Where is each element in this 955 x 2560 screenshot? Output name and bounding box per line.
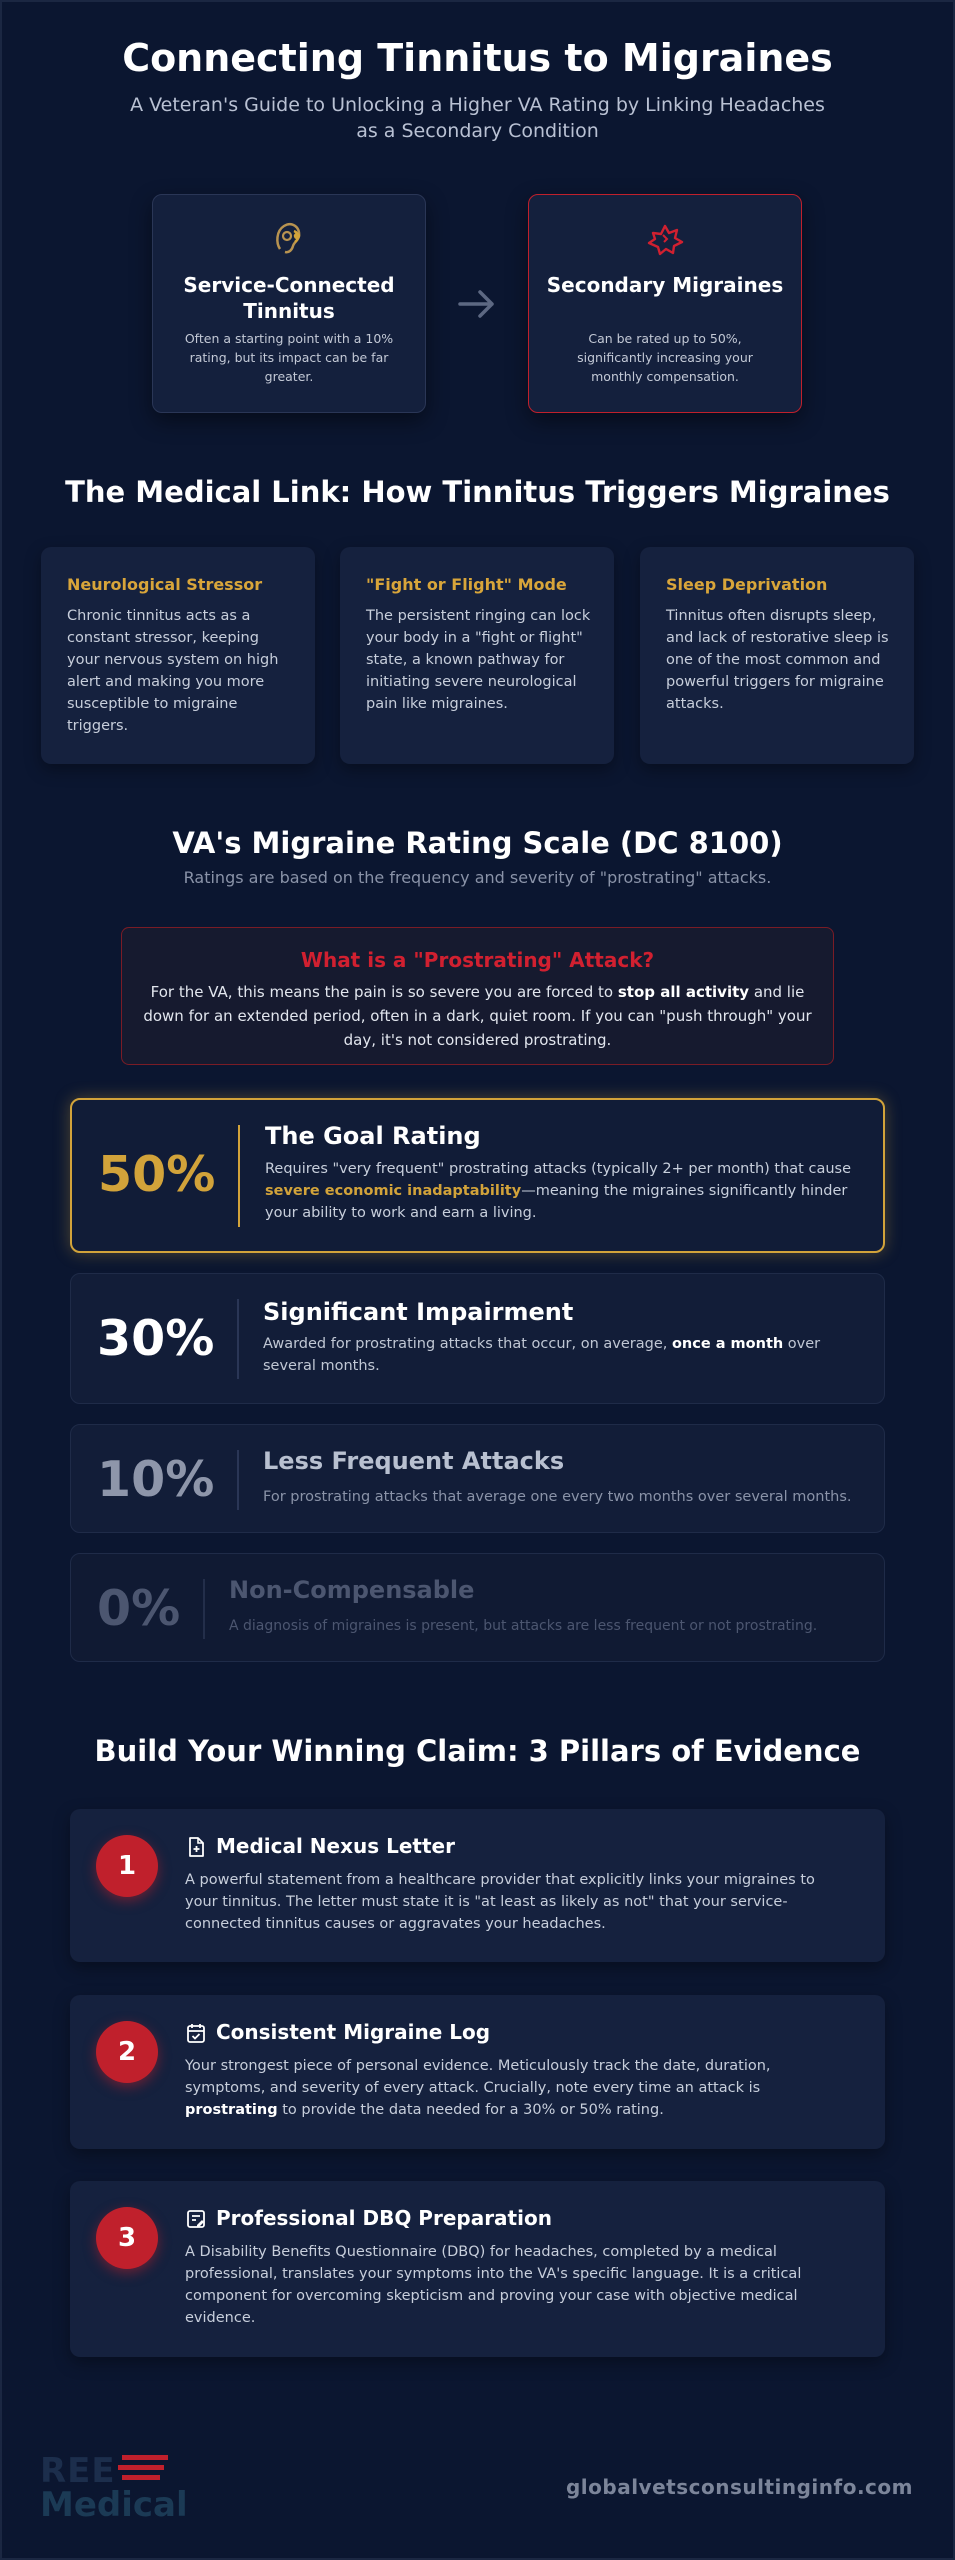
prostrating-text: For the VA, this means the pain is so severe you are forced to stop all activity and lie down for an extended period, often in a dark, quiet room. If you can "push through" your day, it's not considered prostrating. (143, 983, 812, 1049)
calendar-check-icon (185, 2022, 207, 2044)
ear-icon (153, 219, 425, 259)
ree-medical-logo (40, 2451, 190, 2525)
link-card-text: Chronic tinnitus acts as a constant stressor, keeping your nervous system on high alert and making you more susceptible to migraine triggers. (67, 608, 279, 734)
rating-desc: Requires "very frequent" prostrating attacks (typically 2+ per month) that cause severe economic inadaptability—meaning the migraines significantly hinder your ability to work and earn a living. (265, 1161, 851, 1221)
prostrating-definition-box (121, 927, 834, 1065)
rating-desc: For prostrating attacks that average one every two months over several months. (263, 1489, 852, 1505)
pillar-text: A Disability Benefits Questionnaire (DBQ) for headaches, completed by a medical professional, translates your symptoms into the VA's specific language. It is a critical component for overcoming skepticism and proving your case with objective medical evidence. (185, 2244, 802, 2326)
form-edit-icon (185, 2208, 207, 2230)
page-title: Connecting Tinnitus to Migraines (122, 36, 833, 80)
step-number-badge: 1 (96, 1835, 158, 1897)
rating-desc: Awarded for prostrating attacks that occur, on average, once a month over several months. (263, 1336, 821, 1374)
step-number-badge: 2 (96, 2021, 158, 2083)
pillar-title: Professional DBQ Preparation (216, 2206, 552, 2230)
prostrating-title: What is a "Prostrating" Attack? (300, 948, 655, 972)
fight-or-flight-card (340, 547, 614, 764)
divider (203, 1579, 205, 1639)
link-card-title: Sleep Deprivation (666, 575, 828, 594)
page-subtitle: A Veteran's Guide to Unlocking a Higher VA Rating by Linking Headaches as a Secondary Condition (130, 94, 825, 142)
rating-desc: A diagnosis of migraines is present, but attacks are less frequent or not prostrating. (229, 1618, 818, 1634)
rating-title: Less Frequent Attacks (263, 1447, 565, 1475)
tinnitus-condition-card (152, 194, 426, 413)
pillar-migraine-log (70, 1995, 885, 2149)
medical-link-heading: The Medical Link: How Tinnitus Triggers Migraines (65, 475, 890, 509)
rating-scale-heading: VA's Migraine Rating Scale (DC 8100) (172, 826, 783, 860)
document-plus-icon (185, 1836, 207, 1858)
tinnitus-card-title: Service-Connected Tinnitus (183, 273, 395, 323)
migraine-condition-card (528, 194, 802, 413)
logo-bars-icon (118, 2455, 168, 2483)
arrow-right-icon (456, 284, 500, 324)
neurological-stressor-card (41, 547, 315, 764)
lightning-head-icon (529, 219, 801, 259)
logo-text-medical: Medical (40, 2485, 188, 2525)
pillar-dbq-preparation (70, 2181, 885, 2357)
link-card-text: Tinnitus often disrupts sleep, and lack of restorative sleep is one of the most common and powerful triggers for migraine attacks. (666, 608, 889, 712)
pillar-text: Your strongest piece of personal evidence. Meticulously track the date, duration, symptoms, and severity of every attack. Crucially, note every time an attack is prostrating to provide the data needed for a 30% or 50% rating. (185, 2058, 771, 2118)
tinnitus-card-desc: Often a starting point with a 10% rating, but its impact can be far greater. (184, 331, 394, 384)
link-card-title: Neurological Stressor (67, 575, 263, 594)
rating-50-card (70, 1098, 885, 1253)
rating-10-card (70, 1424, 885, 1533)
step-number-badge: 3 (96, 2207, 158, 2269)
pillar-title: Consistent Migraine Log (216, 2020, 491, 2044)
divider (237, 1450, 239, 1510)
pillars-heading: Build Your Winning Claim: 3 Pillars of Evidence (94, 1734, 861, 1768)
migraine-card-title: Secondary Migraines (546, 273, 784, 297)
pillar-nexus-letter (70, 1809, 885, 1962)
rating-30-card (70, 1273, 885, 1404)
rating-title: The Goal Rating (265, 1122, 481, 1150)
link-card-title: "Fight or Flight" Mode (366, 575, 567, 594)
rating-title: Significant Impairment (263, 1298, 574, 1326)
sleep-deprivation-card (640, 547, 914, 764)
rating-scale-subtitle: Ratings are based on the frequency and severity of "prostrating" attacks. (183, 868, 772, 887)
rating-percent: 50% (98, 1146, 216, 1203)
rating-percent: 10% (97, 1451, 215, 1508)
divider (237, 1299, 239, 1379)
divider (238, 1125, 240, 1227)
rating-percent: 30% (97, 1310, 215, 1367)
link-card-text: The persistent ringing can lock your body in a "fight or flight" state, a known pathway for initiating severe neurological pain like migraines. (366, 608, 591, 712)
logo-text-ree: REE (40, 2451, 116, 2491)
rating-0-card (70, 1553, 885, 1662)
website-url: globalvetsconsultinginfo.com (565, 2475, 913, 2499)
pillar-title: Medical Nexus Letter (216, 1834, 455, 1858)
rating-title: Non-Compensable (229, 1576, 475, 1604)
migraine-card-desc: Can be rated up to 50%, significantly increasing your monthly compensation. (577, 331, 753, 384)
rating-percent: 0% (97, 1580, 181, 1637)
pillar-text: A powerful statement from a healthcare provider that explicitly links your migraines to your tinnitus. The letter must state it is "at least as likely as not" that your service-connected tinnitus causes or aggravates your headaches. (185, 1872, 815, 1932)
